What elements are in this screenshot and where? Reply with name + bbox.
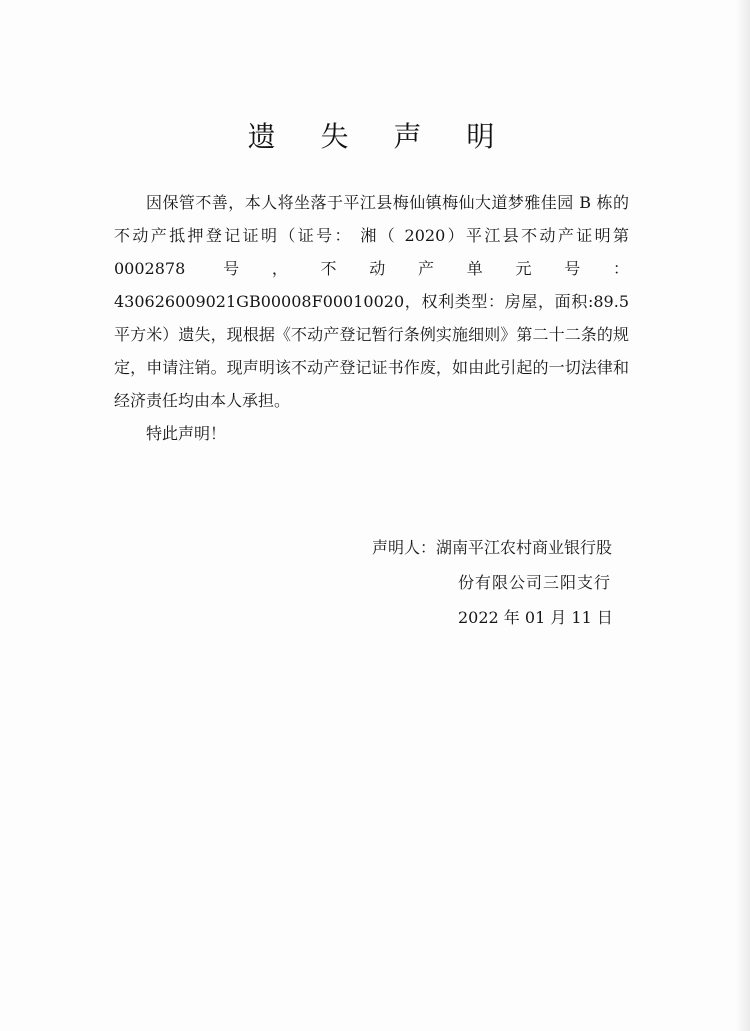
signature-block [372,530,613,635]
body-paragraph-closing: 特此声明！ [146,424,227,443]
body-paragraph-main: 因保管不善，本人将坐落于平江县梅仙镇梅仙大道梦雅佳园 B 栋的不动产抵押登记证明（证号： 湘（ 2020）平江县不动产证明第 0002878 号，不动产单元号： 430626009021GB00008F00010020，权利类型：房屋，面积:89.5 平方米）遗失，现根据《不动产登记暂行条例实施细则》第二十二条的规定，申请注销。现声明该不动产登记证书作废，如由此引起的一切法律和经济责任均由本人承担。 [114,193,629,410]
signature-declarant-cont: 份有限公司三阳支行 [458,573,612,592]
signature-date: 2022 年 01 月 11 日 [458,608,613,627]
signature-declarant: 声明人：湖南平江农村商业银行股 [372,538,613,557]
document-title: 遗 失 声 明 [247,119,513,153]
document-body [114,186,629,450]
